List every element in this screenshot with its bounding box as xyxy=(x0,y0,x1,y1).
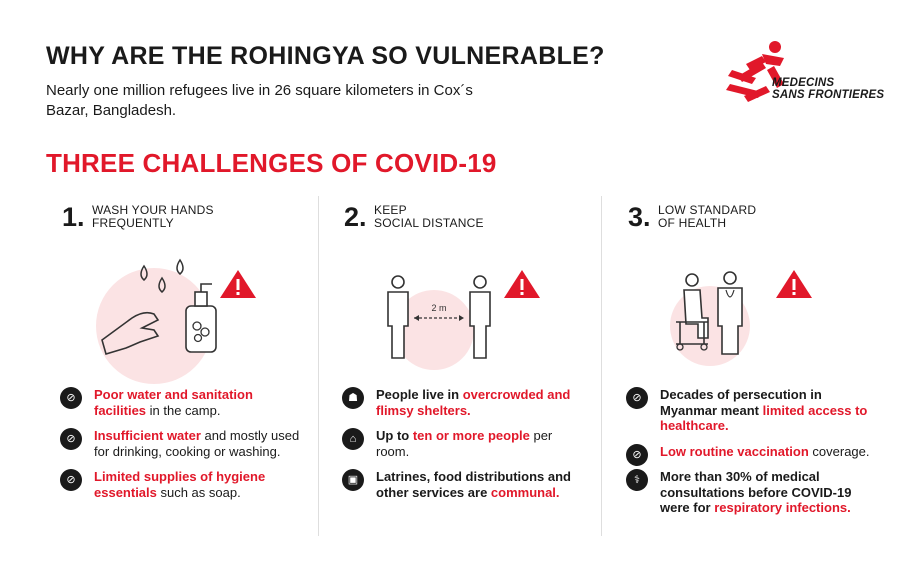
challenge-item: ⚕ More than 30% of medical consultations before COVID-19 were for respiratory infections. xyxy=(626,469,872,516)
social-distance-illustration xyxy=(328,248,588,393)
challenge-number: 2. xyxy=(344,202,367,232)
house-people-icon: ⌂ xyxy=(342,428,364,450)
distance-label: 2 m xyxy=(431,303,447,313)
no-soap-icon: ⊘ xyxy=(60,469,82,491)
healthcare-illustration xyxy=(612,248,872,393)
crowd-icon: ☗ xyxy=(342,387,364,409)
challenge-item: ⊘ Decades of persecution in Myanmar meant limited access to healthcare. xyxy=(626,387,872,434)
no-water-tap-icon: ⊘ xyxy=(60,387,82,409)
challenge-title: LOW STANDARD OF HEALTH xyxy=(658,203,757,230)
challenge-item: ⌂ Up to ten or more people per room. xyxy=(342,428,588,459)
challenge-item: ▣ Latrines, food distributions and other services are communal. xyxy=(342,469,588,500)
challenge-number: 1. xyxy=(62,202,85,232)
page-subtitle: Nearly one million refugees live in 26 square kilometers in Cox´s Bazar, Bangladesh. xyxy=(46,82,473,119)
column-divider xyxy=(318,196,319,536)
handwashing-illustration xyxy=(46,248,306,393)
challenge-low-health xyxy=(612,198,872,543)
column-divider xyxy=(601,196,602,536)
page-title: WHY ARE THE ROHINGYA SO VULNERABLE? xyxy=(46,42,605,70)
latrine-icon: ▣ xyxy=(342,469,364,491)
challenge-item: ⊘ Low routine vaccination coverage. xyxy=(626,444,872,460)
no-drop-icon: ⊘ xyxy=(60,428,82,450)
no-vaccine-icon: ⊘ xyxy=(626,444,648,466)
challenge-item: ☗ People live in overcrowded and flimsy shelters. xyxy=(342,387,588,418)
no-health-icon: ⊘ xyxy=(626,387,648,409)
section-title: THREE CHALLENGES OF COVID-19 xyxy=(46,148,497,178)
challenge-wash-hands xyxy=(46,198,306,543)
msf-logo-text: MEDECINS SANS FRONTIERES xyxy=(772,77,885,101)
challenge-title: KEEP SOCIAL DISTANCE xyxy=(374,203,484,230)
challenge-item: ⊘ Limited supplies of hygiene essentials such as soap. xyxy=(60,469,306,500)
challenge-item: ⊘ Poor water and sanitation facilities in the camp. xyxy=(60,387,306,418)
challenge-number: 3. xyxy=(628,202,651,232)
challenge-title: WASH YOUR HANDS FREQUENTLY xyxy=(92,203,214,230)
lungs-icon: ⚕ xyxy=(626,469,648,491)
challenge-item: ⊘ Insufficient water and mostly used for drinking, cooking or washing. xyxy=(60,428,306,459)
challenge-social-distance xyxy=(328,198,588,543)
